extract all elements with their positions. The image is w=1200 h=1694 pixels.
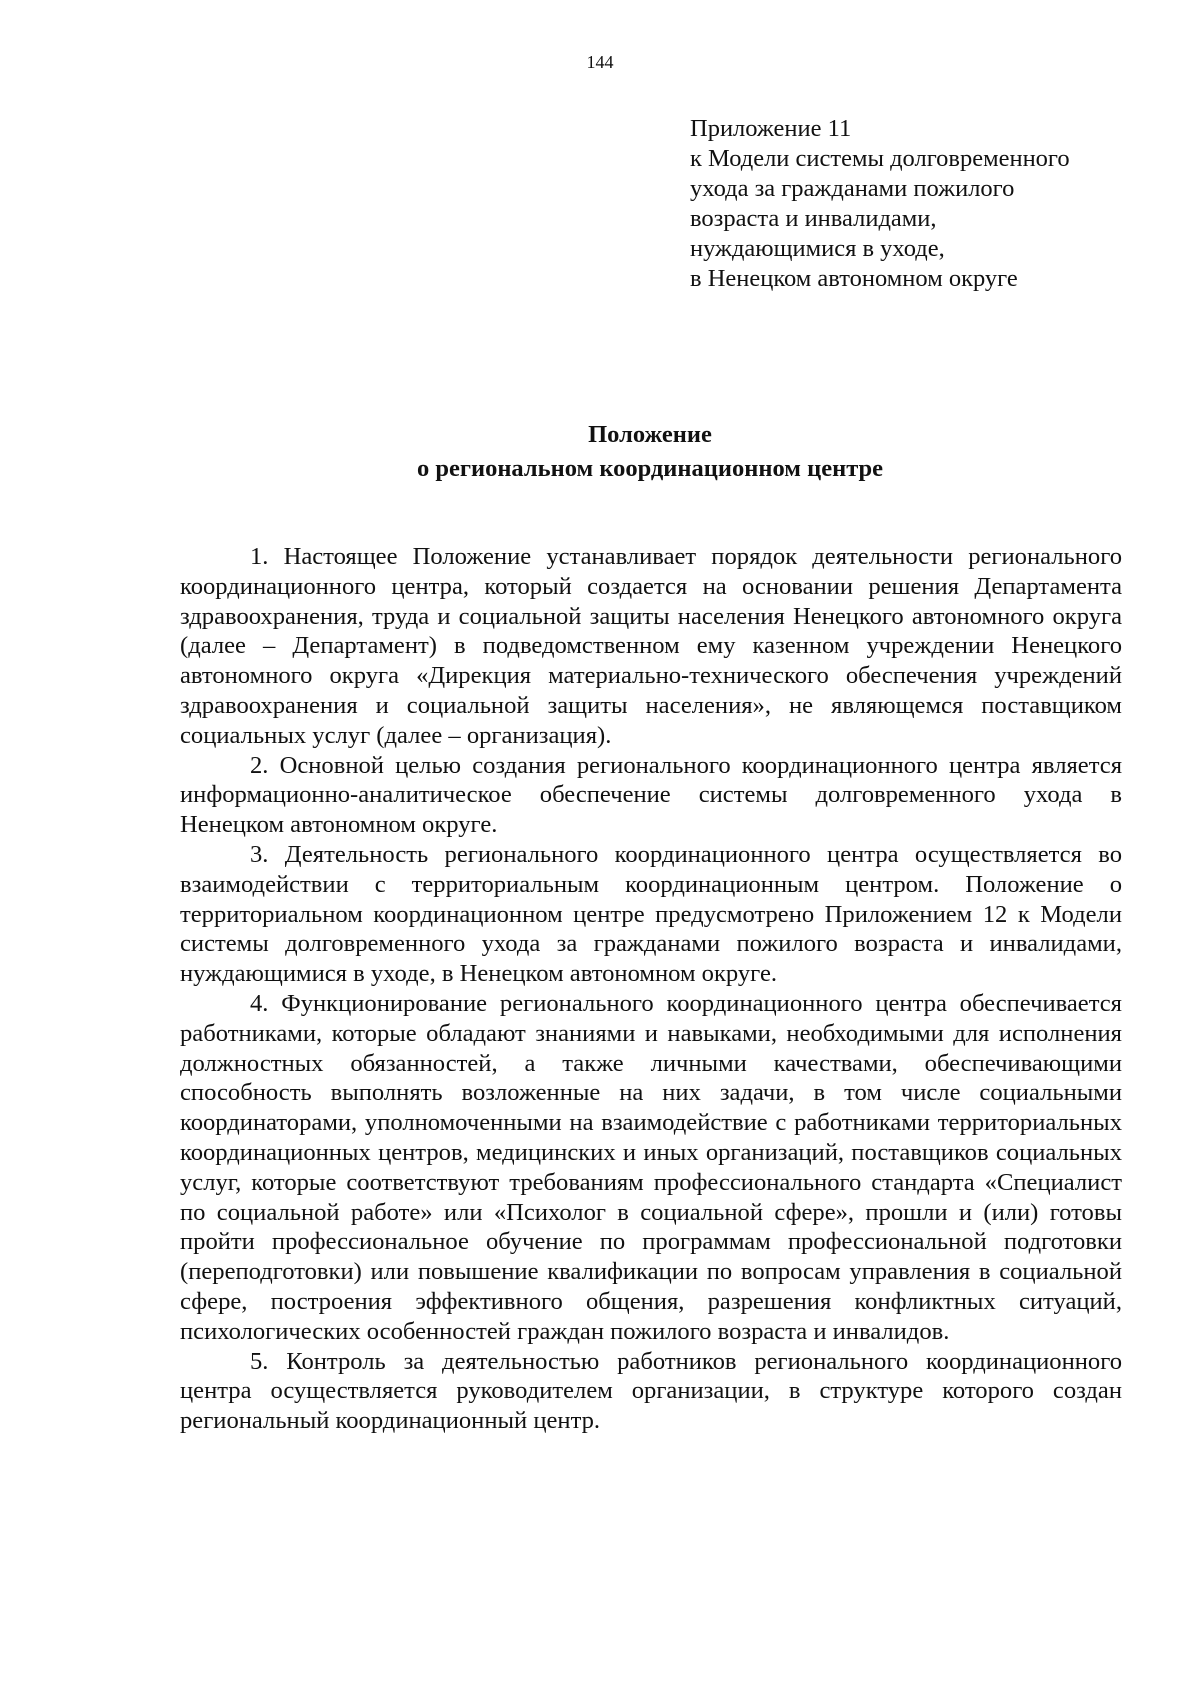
- appendix-line: ухода за гражданами пожилого: [690, 175, 1015, 202]
- document-title: [0, 418, 1200, 486]
- document-body: [180, 542, 1122, 1436]
- appendix-line: Приложение 11: [690, 115, 852, 142]
- paragraph-4: 4. Функционирование регионального координационного центра обеспечивается работниками, которые обладают знаниями и навыками, необходимыми для исполнения должностных обязанностей, а также личными качествами, обеспечивающими способность выполнять возложенные на них задачи, в том числе социальными координаторами, уполномоченными на взаимодействие с работниками территориальных координационных центров, медицинских и иных организаций, поставщиков социальных услуг, которые соответствуют требованиям профессионального стандарта «Специалист по социальной работе» или «Психолог в социальной сфере», прошли и (или) готовы пройти профессиональное обучение по программам профессиональной подготовки (переподготовки) или повышение квалификации по вопросам управления в социальной сфере, построения эффективного общения, разрешения конфликтных ситуаций, психологических особенностей граждан пожилого возраста и инвалидов.: [180, 989, 1122, 1345]
- paragraph-2: 2. Основной целью создания регионального координационного центра является информационно-аналитическое обеспечение системы долговременного ухода в Ненецком автономном округе.: [180, 751, 1122, 839]
- appendix-line: в Ненецком автономном округе: [690, 265, 1018, 292]
- appendix-line: нуждающимися в уходе,: [690, 235, 945, 262]
- appendix-header: [690, 114, 1160, 294]
- paragraph-5: 5. Контроль за деятельностью работников регионального координационного центра осуществляется руководителем организации, в структуре которого создан региональный координационный центр.: [180, 1347, 1122, 1435]
- title-line-2: о региональном координационном центре: [416, 455, 884, 482]
- appendix-line: к Модели системы долговременного: [690, 145, 1070, 172]
- paragraph-3: 3. Деятельность регионального координационного центра осуществляется во взаимодействии с территориальным координационным центром. Положение о территориальном координационном центре предусмотрено Приложением 12 к Модели системы долговременного ухода за гражданами пожилого возраста и инвалидами, нуждающимися в уходе, в Ненецком автономном округе.: [180, 840, 1122, 988]
- appendix-line: возраста и инвалидами,: [690, 205, 937, 232]
- paragraph-1: 1. Настоящее Положение устанавливает порядок деятельности регионального координационного центра, который создается на основании решения Департамента здравоохранения, труда и социальной защиты населения Ненецкого автономного округа (далее – Департамент) в подведомственном ему казенном учреждении Ненецкого автономного округа «Дирекция материально-технического обеспечения учреждений здравоохранения и социальной защиты населения», не являющемся поставщиком социальных услуг (далее – организация).: [180, 543, 1122, 749]
- title-line-1: Положение: [588, 421, 712, 448]
- page-number: 144: [586, 52, 614, 72]
